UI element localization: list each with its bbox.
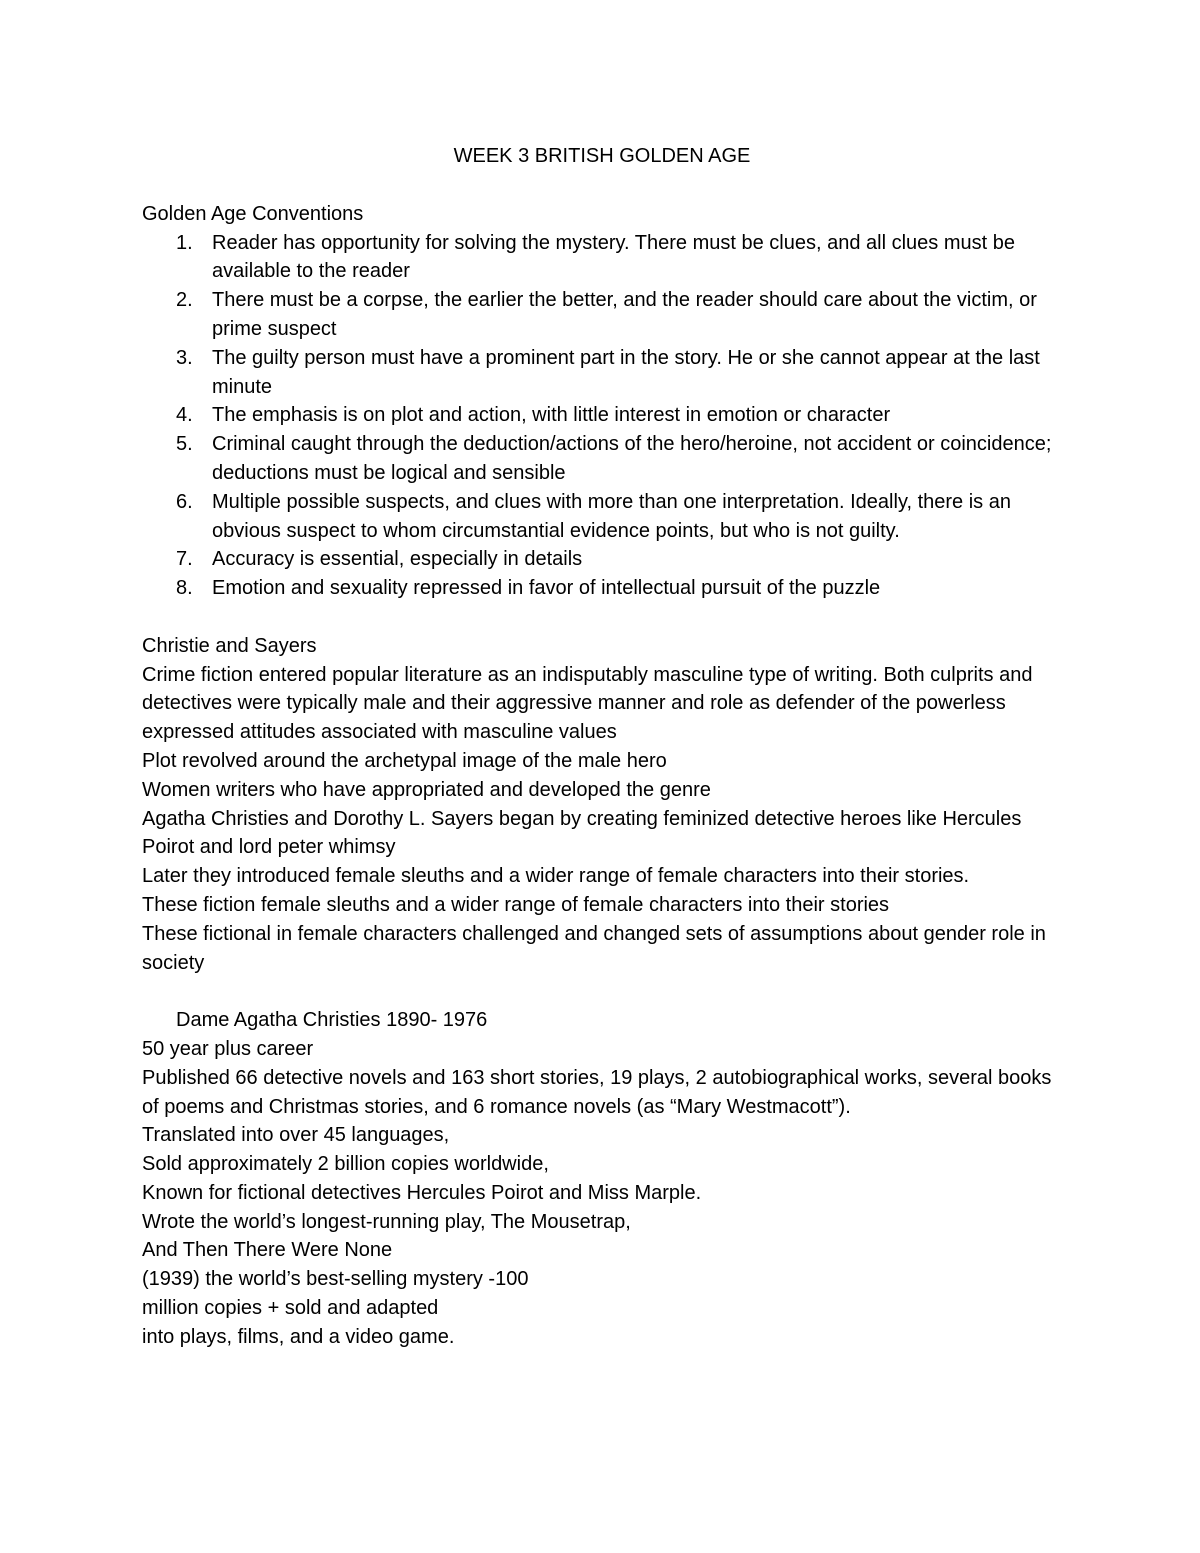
list-item xyxy=(142,229,1062,287)
conventions-heading: Golden Age Conventions xyxy=(142,202,364,225)
list-item-text: There must be a corpse, the earlier the better, and the reader should care about the victim, or prime suspect xyxy=(212,289,1037,340)
christie-sayers-heading: Christie and Sayers xyxy=(142,634,317,657)
list-item-text: The emphasis is on plot and action, with little interest in emotion or character xyxy=(212,404,891,427)
list-item-text: Multiple possible suspects, and clues with more than one interpretation. Ideally, there is an obvious suspect to whom circumstantial evidence points, but who is not guilty. xyxy=(212,490,1011,542)
list-item-number: 1. xyxy=(176,231,193,254)
list-item xyxy=(142,286,1062,344)
paragraph-line: (1939) the world’s best-selling mystery -100 xyxy=(142,1268,529,1291)
list-item-number: 6. xyxy=(176,490,193,513)
paragraph-line: Women writers who have appropriated and developed the genre xyxy=(142,778,711,801)
list-item-text: The guilty person must have a prominent part in the story. He or she cannot appear at the last minute xyxy=(212,346,1040,398)
paragraph-line: Published 66 detective novels and 163 short stories, 19 plays, 2 autobiographical works, several books of poems and Christmas stories, and 6 romance novels (as “Mary Westmacott”). xyxy=(142,1066,1052,1118)
conventions-list xyxy=(142,229,1062,603)
paragraph-line: And Then There Were None xyxy=(142,1239,393,1262)
list-item-number: 3. xyxy=(176,346,193,369)
paragraph-line: Wrote the world’s longest-running play, The Mousetrap, xyxy=(142,1210,631,1233)
list-item-number: 5. xyxy=(176,433,193,456)
paragraph-line: Sold approximately 2 billion copies worldwide, xyxy=(142,1153,549,1176)
paragraph-spacer xyxy=(142,977,1062,1006)
list-item xyxy=(142,344,1062,402)
list-item xyxy=(142,574,1062,603)
list-item xyxy=(142,430,1062,488)
paragraph-line: These fictional in female characters challenged and changed sets of assumptions about gender role in society xyxy=(142,922,1046,974)
list-item xyxy=(142,401,1062,430)
paragraph-line: Known for fictional detectives Hercules Poirot and Miss Marple. xyxy=(142,1181,702,1204)
agatha-heading: Dame Agatha Christies 1890- 1976 xyxy=(176,1009,488,1032)
list-item-number: 7. xyxy=(176,548,193,571)
list-item-text: Accuracy is essential, especially in details xyxy=(212,548,583,571)
paragraph-line: Later they introduced female sleuths and a wider range of female characters into their stories. xyxy=(142,865,970,888)
paragraph-line: Translated into over 45 languages, xyxy=(142,1124,450,1147)
list-item-number: 4. xyxy=(176,404,193,427)
document-content xyxy=(142,142,1062,1352)
list-item xyxy=(142,545,1062,574)
document-title: WEEK 3 BRITISH GOLDEN AGE xyxy=(453,145,751,167)
paragraph-line: Plot revolved around the archetypal image of the male hero xyxy=(142,749,667,772)
list-item-text: Criminal caught through the deduction/actions of the hero/heroine, not accident or coincidence; deductions must be logical and sensible xyxy=(212,433,1052,484)
paragraph-line: million copies + sold and adapted xyxy=(142,1297,439,1320)
list-item-number: 2. xyxy=(176,289,193,312)
list-item-text: Emotion and sexuality repressed in favor of intellectual pursuit of the puzzle xyxy=(212,577,881,600)
paragraph-spacer xyxy=(142,603,1062,632)
paragraph-line: These fiction female sleuths and a wider range of female characters into their stories xyxy=(142,893,890,916)
list-item xyxy=(142,488,1062,546)
paragraph-line: into plays, films, and a video game. xyxy=(142,1325,455,1348)
paragraph-line: Agatha Christies and Dorothy L. Sayers began by creating feminized detective heroes like Hercules Poirot and lord peter whimsy xyxy=(142,807,1022,859)
paragraph-line: Crime fiction entered popular literature as an indisputably masculine type of writing. Both culprits and detectives were typically male and their aggressive manner and role as defender of the powerless expressed attitudes associated with masculine values xyxy=(142,663,1033,744)
list-item-number: 8. xyxy=(176,577,193,600)
list-item-text: Reader has opportunity for solving the mystery. There must be clues, and all clues must be available to the reader xyxy=(212,231,1015,283)
paragraph-line: 50 year plus career xyxy=(142,1037,314,1060)
